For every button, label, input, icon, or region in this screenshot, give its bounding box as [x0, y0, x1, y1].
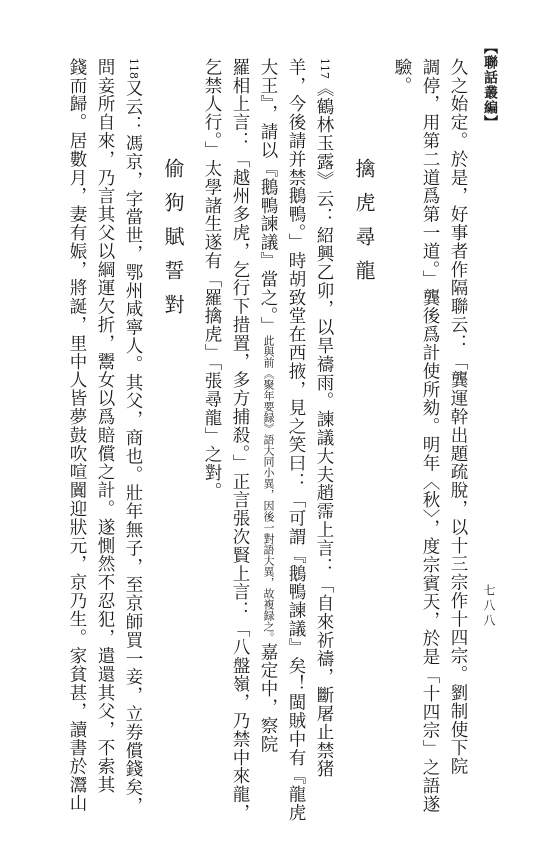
- column-text-tail: 嘉定中，察院: [258, 642, 278, 754]
- column-text: 久之始定。於是，好事者作隔聯云：「龔運幹出題疏脫，以十三宗作十四宗。劉制使下院: [448, 58, 468, 776]
- column-text: 大王』，請以『鵝鴨諫議』當之。」: [258, 58, 278, 335]
- column-text: 羅相上言：「越州多虎，乞行下措置，多方捕殺。」正言張次賢上言：「八盤嶺，乃禁中來龍，: [230, 58, 250, 823]
- column-text: 問妾所自來，乃言其父以綱運欠折，鬻女以爲賠償之計。遂惻然不忍犯，遣還其父，不索其: [95, 58, 115, 794]
- text-column-3: [390, 58, 414, 95]
- text-column-9: [121, 58, 145, 828]
- inline-annotation: 此與前《聚年要録》語大同小異，因後一對語大異，故複録之。: [262, 334, 275, 643]
- entry-number: 118: [127, 58, 140, 79]
- column-text: 《鶴林玉露》云：紹興乙卯，以旱禱雨。諫議大夫趙霈上言：「自來祈禱，斷屠止禁猪: [314, 79, 334, 779]
- page-number: 七八八: [482, 584, 496, 629]
- column-text: 乞禁人行。」太學諸生遂有「羅擒虎」「張尋龍」之對。: [202, 58, 222, 501]
- column-text: 錢而歸。居數月，妻有娠，將誕，里中人皆夢鼓吹喧闐迎狀元，京乃生。家貧甚，讀書於灊山: [67, 58, 87, 813]
- text-column-4: [312, 58, 336, 828]
- section-title: 偷狗賦誓對: [161, 158, 185, 328]
- entry-number: 117: [318, 58, 331, 79]
- text-column-2: [418, 58, 442, 828]
- text-column-1: [446, 58, 470, 828]
- text-column-8: [200, 58, 224, 828]
- text-column-10: [93, 58, 117, 828]
- section-title: 擒虎尋龍: [352, 158, 376, 294]
- column-text: 驗。: [392, 58, 412, 95]
- column-text: 調停，用第二道爲第一道。」龔後爲計使所劾。明年〈秋〉，度宗賓天，於是「十四宗」之語遂: [420, 58, 440, 814]
- text-column-6: [256, 58, 280, 828]
- text-column-5: [284, 58, 308, 828]
- text-column-7: [228, 58, 252, 828]
- column-text: 羊，今後請并禁鵝鴨。」時胡致堂在西掖，見之笑曰：「可謂『鵝鴨諫議』矣！閩賊中有『龍虎: [286, 58, 306, 823]
- column-text: 又云：馮京，字當世，鄂州咸寧人。其父，商也。壯年無子，至京師買一妾，立券償錢矣，: [123, 79, 143, 815]
- text-column-11: [65, 58, 89, 828]
- running-title: 【聯話叢編】: [482, 40, 498, 130]
